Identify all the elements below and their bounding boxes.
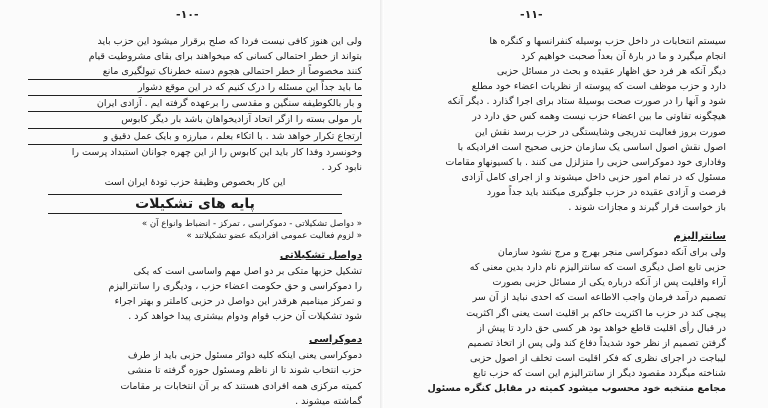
body-line: تشکیل حزبها متکی بر دو اصل مهم واساسی است که یکی	[133, 265, 362, 277]
right-page	[384, 0, 768, 408]
right-line: اصول نقش اصول اساسی یک سازمان حزبی صحیح است افرادیکه با	[457, 141, 726, 153]
body-line: لیباجت در اجرای نظری که فکر اقلیت است تخلف از اصول حزبی	[470, 352, 726, 364]
body-line: در قبال رأی اقلیت قاطع خواهد بود هر کسی حق دارد تا پیش از	[477, 322, 726, 334]
section-heading: دموکراسی	[308, 334, 362, 346]
right-line: سیستم انتخابات در داخل حزب بوسیله کنفرانسها و کنگره ها	[489, 36, 726, 47]
right-line: شود و آنها را در صورت صحت بوسیلهٔ ستاد برای اجرا گذارد . دیگر آنکه	[447, 96, 726, 108]
left-line-underlined: ارتجاع تکرار خواهد شد . با اتکاء بعلم ، مبارزه و بایک عمل دقیق و	[28, 129, 362, 145]
right-line: وفاداری خود دموکراسی حزبی را متزلزل می کنند . با کسیونهاو مقامات	[445, 156, 726, 168]
right-line: هیچگونه تفاوتی ما بین اعضاء حزب نیست وهمه کس حق دارد در	[472, 111, 726, 123]
left-line: وخونسرد وفدا کار باید این کابوس را از این چهره جوانان استبداد پرست را	[71, 146, 362, 158]
section-heading: دواصل تشکیلاتی	[279, 249, 362, 261]
body-line: شود تشکیلات آن حزب قوام ودوام بیشتری پیدا خواهد کرد .	[128, 311, 362, 323]
right-line: مسئول که در تمام امور حزبی داخل میشوند و از اجرای کامل آزادی	[461, 171, 726, 183]
body-line: کمیته مرکزی همه افرادی هستند که بر آن انتخابات بر مقامات	[120, 380, 362, 392]
body-line: دموکراسی یعنی اینکه کلیه دوائر مسئول حزبی باید از طرف	[127, 350, 362, 362]
left-line: کنند مخصوصاً از خطر احتمالی هجوم دسته خطرناک تیولگیری مانع	[102, 66, 362, 78]
right-line: فرصت و آزادی عقیده در حزب جلوگیری میکنند باید جداً مورد	[486, 186, 726, 198]
body-line: آراء واقلیت پس از آنکه درباره یکی از مسائل حزبی بصورت	[492, 277, 726, 289]
left-line-underlined: بار مولی بسته را ازگر اتحاد آزادیخواهان باشد بار دیگر کابوس	[28, 112, 362, 128]
body-line: ولی برای آنکه دموکراسی منجر بهرج و مرج نشود سازمان	[497, 247, 726, 259]
body-line: گماشته میشوند .	[295, 395, 362, 407]
left-line: بتواند از خطر احتمالی کسانی که میخواهند برای بقای مشروطیت قیام	[88, 51, 362, 63]
body-line: حزبی تابع اصل دیگری است که سانترالیزم نام دارد بدین معنی که	[469, 262, 726, 274]
body-line: مجامع منتخبه خود محسوب میشود کمیته در مقابل کنگره مسئول	[427, 382, 726, 394]
left-line: نابود کرد .	[321, 161, 362, 173]
left-line: ولی این هنوز کافی نیست فردا که صلح برقرار میشود این حزب باید	[97, 36, 362, 47]
left-page-number: -۱۰-	[176, 8, 199, 21]
body-line: حزب انتخاب شوند تا از ناظم ومسئول حوزه گرفته تا منشی	[127, 365, 362, 377]
left-center-line: این کار بخصوص وظیفهٔ حزب تودهٔ ایران است	[104, 176, 286, 188]
left-line-underlined: و بار بالکوطیفه سنگین و مقدسی را برعهده گرفته ایم . آزادی ایران	[28, 95, 362, 112]
body-line: شناخته میگردد مقصود دیگر از سانترالیزم این است که حزب تابع	[472, 367, 726, 379]
section-heading: سانترالیزم	[673, 231, 726, 243]
left-text-column	[28, 34, 362, 408]
section-title-boxed: پایه های تشکیلات	[48, 194, 342, 214]
list-item: « دواصل تشکیلاتی - دموکراسی ، تمرکز - انضباط وانواع آن »	[141, 218, 362, 229]
right-text-column	[408, 34, 726, 396]
body-line: را دموکراسی و حق حکومت اعضاء حزب ، ودیگری را سانترالیزم	[108, 281, 362, 293]
right-line: انجام میگیرد و ما در بارهٔ آن بعداً صحبت خواهیم کرد	[521, 51, 726, 63]
body-line: و تمرکز مینامیم هرقدر این دواصل در حزبی کاملتر و بهتر اجراء	[114, 296, 362, 308]
body-line: تصمیم درآمد فرمان واجب الاطاعه است که احدی نباید از آن سر	[472, 292, 726, 304]
list-item: « لزوم فعالیت عمومی افرادیکه عضو تشکیلاتند »	[186, 230, 362, 241]
body-line: پیچی کند در حزب ما اکثریت حاکم بر اقلیت است یعنی اگر اکثریت	[466, 307, 726, 319]
right-line: دارد و حزب موظف است که پیوسته از نظریات اعضاء خود مطلع	[471, 81, 726, 93]
right-page-number: -۱۱-	[520, 8, 543, 21]
right-line: باز خواست قرار گیرند و مجازات شوند .	[568, 202, 726, 214]
left-line-underlined: ما باید جداً این مسئله را درک کنیم که در این موقع دشوار	[28, 79, 362, 95]
right-line: صورت بروز فعالیت تدریجی وشایستگی در حزب برسد نقش این	[474, 126, 726, 138]
body-line: گرفتن تصمیم از نظر خود شدیداً دفاع کند ولی پس از اتخاذ تصمیم	[467, 337, 726, 349]
right-line: دیگر آنکه هر فرد حق اظهار عقیده و بحث در مسائل حزبی	[496, 66, 726, 78]
